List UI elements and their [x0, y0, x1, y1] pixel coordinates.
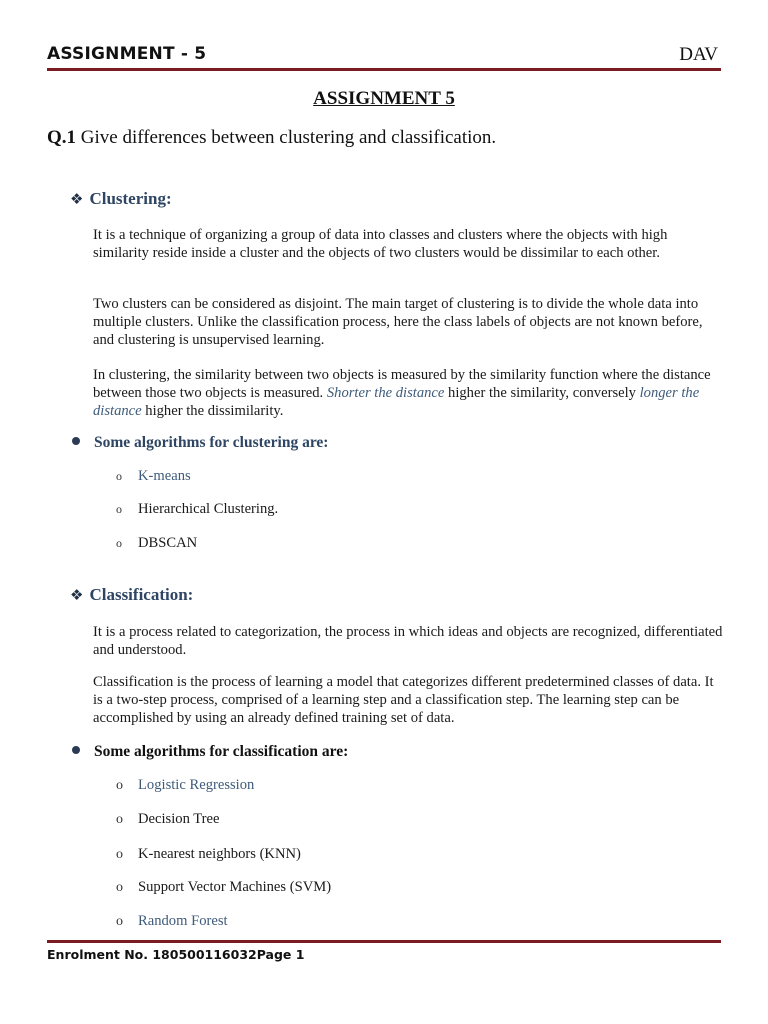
classification-paragraph-1: It is a process related to categorization, the process in which ideas and objects are recognized, differentiated and understood. [93, 624, 723, 658]
clustering-p3-part-c: higher the dissimilarity. [141, 403, 284, 419]
classification-heading [70, 585, 193, 605]
list-item: o Decision Tree [116, 811, 220, 827]
question-label: Q.1 [47, 127, 77, 148]
circle-bullet-icon: o [116, 778, 123, 793]
clustering-p3-part-a: In clustering, the similarity between two objects is measured by the similarity function where the distance between those two objects is measured. [93, 367, 711, 401]
clustering-paragraph-2: Two clusters can be considered as disjoint. The main target of clustering is to divide the whole data into multiple clusters. Unlike the classification process, here the class labels of objects are not known before, and clustering is unsupervised learning. [93, 296, 703, 348]
circle-bullet-icon: o [116, 502, 122, 516]
question [47, 127, 496, 149]
list-item: o Logistic Regression [116, 777, 255, 793]
diamond-bullet-icon: ❖ [70, 190, 84, 208]
list-item: o Hierarchical Clustering. [116, 501, 279, 517]
classification-algorithms-heading [72, 743, 348, 761]
diamond-bullet-icon: ❖ [70, 586, 84, 604]
list-item: o K-means [116, 468, 191, 484]
circle-bullet-icon: o [116, 812, 123, 827]
clustering-heading-text: Clustering: [89, 189, 172, 208]
highlight-longer-distance: longer the distance [93, 385, 700, 419]
header-rule [47, 68, 721, 71]
list-item: o DBSCAN [116, 535, 198, 551]
clustering-p3-part-b: higher the similarity, conversely [444, 385, 640, 401]
clustering-algorithms-heading [72, 434, 328, 452]
footer-rule [47, 940, 721, 943]
classification-paragraph-2: Classification is the process of learning a model that categorizes different predetermined classes of data. It is a two-step process, comprised of a learning step and a classification step. The learning step can be accomplished by using an already defined training set of data. [93, 674, 714, 726]
document-title: ASSIGNMENT 5 [313, 88, 455, 109]
circle-bullet-icon: o [116, 914, 123, 929]
bullet-dot-icon [72, 746, 80, 754]
footer-enrolment: Enrolment No. 180500116032Page 1 [47, 947, 305, 962]
circle-bullet-icon: o [116, 880, 123, 895]
clustering-paragraph-3 [93, 366, 723, 420]
clustering-algorithms-heading-text: Some algorithms for clustering are: [94, 434, 329, 451]
header-assignment-label: ASSIGNMENT - 5 [47, 44, 207, 64]
clustering-heading [70, 189, 172, 209]
list-item: o K-nearest neighbors (KNN) [116, 846, 301, 862]
circle-bullet-icon: o [116, 536, 122, 550]
bullet-dot-icon [72, 437, 80, 445]
classification-algorithms-heading-text: Some algorithms for classification are: [94, 743, 349, 760]
list-item: o Random Forest [116, 913, 228, 929]
highlight-shorter-distance: Shorter the distance [326, 385, 445, 401]
header-subject-label: DAV [679, 44, 718, 65]
list-item: o Support Vector Machines (SVM) [116, 879, 332, 895]
clustering-paragraph-1: It is a technique of organizing a group of data into classes and clusters where the objects with high similarity reside inside a cluster and the objects of two clusters would be dissimilar to each other. [93, 227, 668, 261]
classification-heading-text: Classification: [89, 585, 194, 604]
circle-bullet-icon: o [116, 469, 122, 483]
circle-bullet-icon: o [116, 847, 123, 862]
question-text: Give differences between clustering and classification. [76, 127, 497, 148]
